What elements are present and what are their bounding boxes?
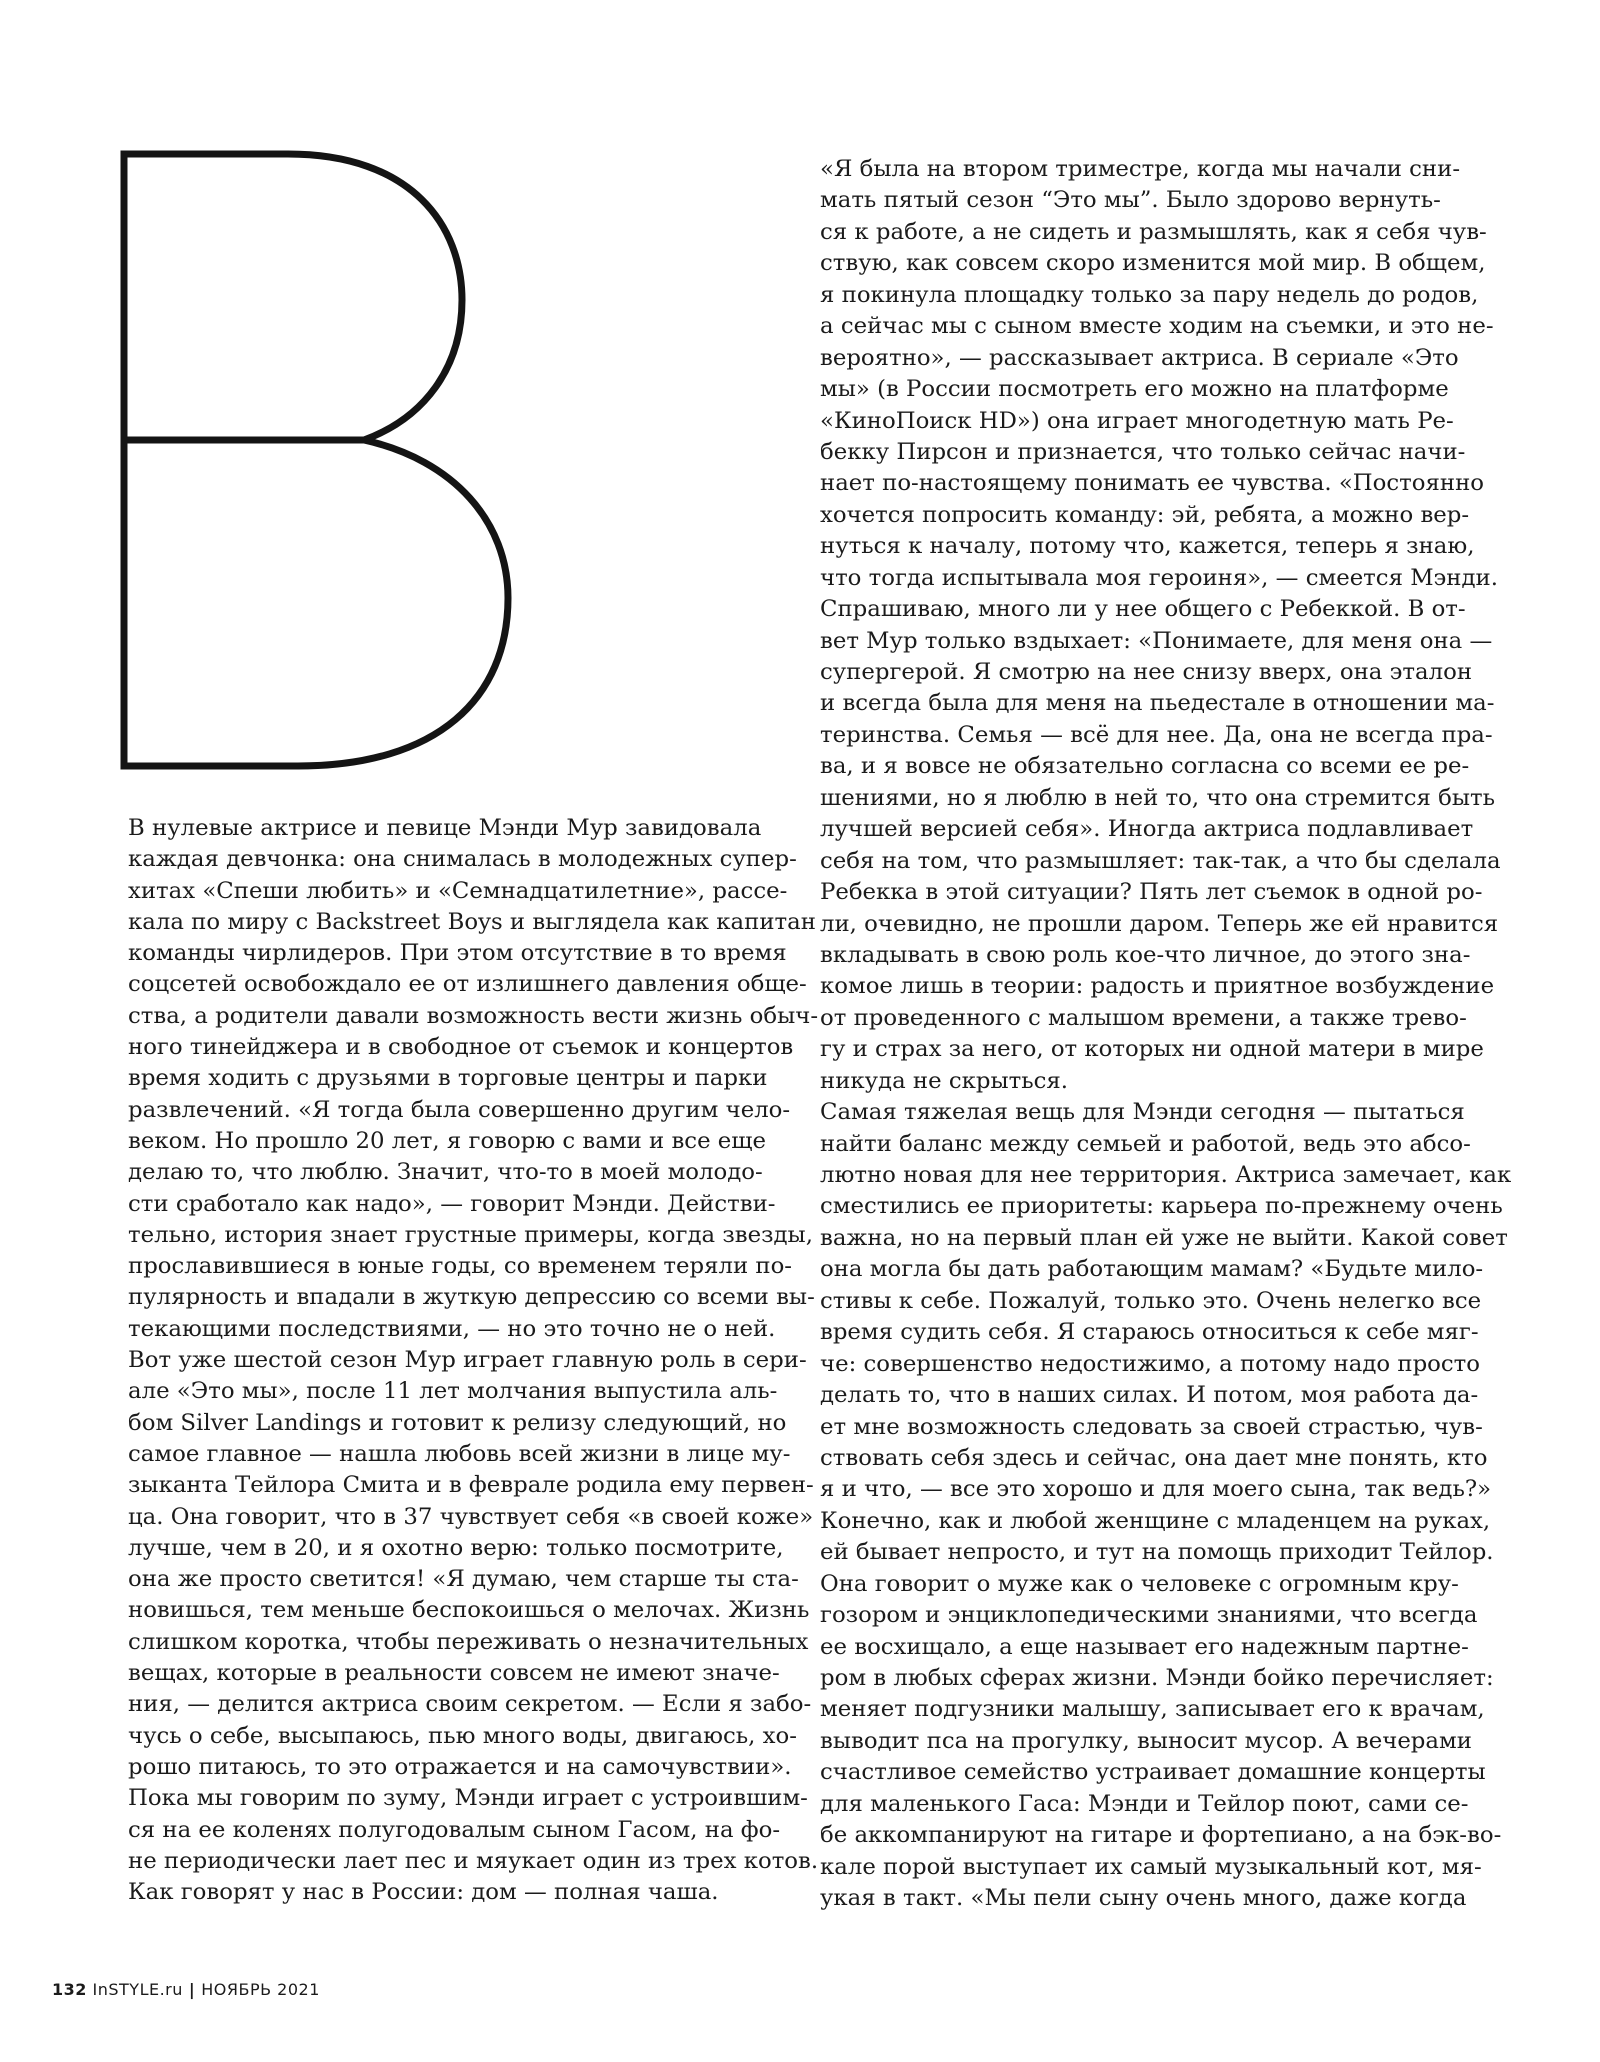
text-line: лютно новая для нее территория. Актриса замечает, как [820,1162,1512,1188]
text-line: она же просто светится! «Я думаю, чем старше ты ста- [128,1566,799,1593]
text-line: вет Мур только вздыхает: «Понимаете, для меня она — [820,627,1493,654]
text-line: В нулевые актрисе и певице Мэнди Мур завидовала [128,815,762,841]
text-line: я покинула площадку только за пару недель до родов, [820,281,1479,308]
text-line: кале порой выступает их самый музыкальный кот, мя- [820,1853,1482,1880]
text-line: Ребекка в этой ситуации? Пять лет съемок в одной ро- [820,879,1483,906]
text-line: «КиноПоиск HD») она играет многодетную мать Ре- [820,407,1454,434]
text-line: хочется попросить команду: эй, ребята, а можно вер- [820,501,1470,528]
text-line: кала по миру с Backstreet Boys и выглядела как капитан [128,908,816,935]
footer-separator: | [188,1980,196,1999]
text-line: ния, — делится актриса своим секретом. — Если я забо- [128,1691,812,1718]
text-line: ся на ее коленях полугодовалым сыном Гасом, на фо- [128,1816,781,1843]
text-line: рошо питаюсь, то это отражается и на самочувствии». [128,1753,792,1780]
text-line: бе аккомпанируют на гитаре и фортепиано, а на бэк-во- [820,1822,1502,1849]
text-line: супергерой. Я смотрю на нее снизу вверх, она эталон [820,659,1473,685]
text-line: от проведенного с малышом времени, а также трево- [820,1004,1467,1031]
text-line: сместились ее приоритеты: карьера по-прежнему очень [820,1193,1503,1220]
text-line: че: совершенство недостижимо, а потому надо просто [820,1350,1480,1377]
text-line: зыканта Тейлора Смита и в феврале родила ему первен- [128,1472,814,1499]
text-line: меняет подгузники малышу, записывает его к врачам, [820,1696,1485,1723]
text-line: Спрашиваю, много ли у нее общего с Ребеккой. В от- [820,596,1466,623]
text-line: слишком коротка, чтобы переживать о незначительных [128,1628,809,1655]
text-line: ром в любых сферах жизни. Мэнди бойко перечисляет: [820,1665,1494,1691]
text-line: ца. Она говорит, что в 37 чувствует себя «в своей коже» [128,1503,814,1530]
text-line: гу и страх за него, от которых ни одной матери в мире [820,1036,1484,1063]
article-column-right [820,154,1512,1915]
text-line: лучше, чем в 20, и я охотно верю: только посмотрите, [128,1534,784,1561]
page-footer [52,1980,320,1999]
text-line: пулярность и впадали в жуткую депрессию со всеми вы- [128,1284,815,1311]
text-line: стивы к себе. Пожалуй, только это. Очень нелегко все [820,1287,1482,1314]
text-line: а сейчас мы с сыном вместе ходим на съемки, и это не- [820,313,1494,340]
text-line: комое лишь в теории: радость и приятное возбуждение [820,973,1495,1000]
text-line: Самая тяжелая вещь для Мэнди сегодня — пытаться [820,1099,1465,1126]
text-line: никуда не скрыться. [820,1067,1069,1094]
text-line: счастливое семейство устраивает домашние концерты [820,1759,1486,1786]
text-line: самое главное — нашла любовь всей жизни в лице му- [128,1440,791,1467]
text-line: и всегда была для меня на пьедестале в отношении ма- [820,690,1495,717]
text-line: ствую, как совсем скоро изменится мой мир. В общем, [820,250,1486,277]
corner-watermark [2,2,46,12]
magazine-name: InSTYLE.ru [92,1980,183,1999]
text-line: время судить себя. Я стараюсь относиться к себе мяг- [820,1319,1479,1346]
article-column-left [128,813,819,1908]
text-line: ет мне возможность следовать за своей страстью, чув- [820,1413,1483,1440]
text-line: ли, очевидно, не прошли даром. Теперь же ей нравится [820,910,1499,937]
text-line: каждая девчонка: она снималась в молодежных супер- [128,846,797,873]
text-line: лучшей версией себя». Иногда актриса подлавливает [820,816,1474,843]
text-line: шениями, но я люблю в ней то, что она стремится быть [820,784,1496,811]
text-line: новишься, тем меньше беспокоишься о мелочах. Жизнь [128,1597,810,1624]
text-line: текающими последствиями, — но это точно не о ней. [128,1315,776,1342]
text-line: команды чирлидеров. При этом отсутствие в то время [128,940,787,967]
text-line: вероятно», — рассказывает актриса. В сериале «Это [820,344,1459,371]
text-line: Конечно, как и любой женщине с младенцем на руках, [820,1507,1491,1534]
text-line: ного тинейджера и в свободное от съемок и концертов [128,1034,794,1061]
text-line: ей бывает непросто, и тут на помощь приходит Тейлор. [820,1539,1494,1566]
text-line: я и что, — все это хорошо и для моего сына, так ведь?» [820,1476,1492,1503]
text-line: ствовать себя здесь и сейчас, она дает мне понять, кто [820,1444,1488,1471]
text-line: хитах «Спеши любить» и «Семнадцатилетние», рассе- [128,877,788,904]
text-line: мать пятый сезон “Это мы”. Было здорово вернуть- [820,187,1441,214]
text-line: чусь о себе, высыпаюсь, пью много воды, двигаюсь, хо- [128,1722,797,1749]
dropcap-letter-b [120,150,560,770]
text-line: мы» (в России посмотреть его можно на платформе [820,376,1449,403]
text-line: развлечений. «Я тогда была совершенно другим чело- [128,1096,791,1123]
text-line: сти сработало как надо», — говорит Мэнди. Действи- [128,1190,776,1217]
page-number: 132 [52,1980,87,1999]
text-line: важна, но на первый план ей уже не выйти. Какой совет [820,1224,1508,1251]
text-line: для маленького Гаса: Мэнди и Тейлор поют, сами се- [820,1790,1469,1817]
text-line: бекку Пирсон и признается, что только сейчас начи- [820,438,1466,465]
text-line: ства, а родители давали возможность вести жизнь обыч- [128,1002,819,1029]
text-line: гозором и энциклопедическими знаниями, что всегда [820,1602,1478,1629]
text-line: найти баланс между семьей и работой, ведь это абсо- [820,1130,1471,1157]
text-line: нает по-настоящему понимать ее чувства. «Постоянно [820,470,1485,497]
text-line: время ходить с друзьями в торговые центры и парки [128,1065,768,1092]
text-line: Вот уже шестой сезон Мур играет главную роль в сери- [128,1347,807,1374]
text-line: себя на том, что размышляет: так-так, а что бы сделала [820,847,1501,874]
text-line: она могла бы дать работающим мамам? «Будьте мило- [820,1256,1484,1283]
text-line: делаю то, что люблю. Значит, что-то в моей молодо- [128,1159,763,1186]
text-line: Пока мы говорим по зуму, Мэнди играет с устроившим- [128,1785,808,1812]
text-line: веком. Но прошло 20 лет, я говорю с вами и все еще [128,1127,766,1154]
text-line: Как говорят у нас в России: дом — полная чаша. [128,1879,719,1906]
text-line: прославившиеся в юные годы, со временем теряли по- [128,1253,793,1280]
text-line: вкладывать в свою роль кое-что личное, до этого зна- [820,941,1471,968]
text-line: але «Это мы», после 11 лет молчания выпустила аль- [128,1378,778,1405]
text-line: ва, и я вовсе не обязательно согласна со всеми ее ре- [820,753,1470,780]
text-line: не периодически лает пес и мяукает один из трех котов. [128,1847,819,1874]
issue-date: НОЯБРЬ 2021 [201,1980,320,1999]
text-line: соцсетей освобождало ее от излишнего давления обще- [128,971,807,998]
text-line: вещах, которые в реальности совсем не имеют значе- [128,1660,780,1687]
text-line: делать то, что в наших силах. И потом, моя работа да- [820,1382,1479,1409]
text-line: бом Silver Landings и готовит к релизу следующий, но [128,1409,787,1436]
text-line: ее восхищало, а еще называет его надежным партне- [820,1633,1469,1660]
text-line: нуться к началу, потому что, кажется, теперь я знаю, [820,533,1475,560]
text-line: что тогда испытывала моя героиня», — смеется Мэнди. [820,564,1498,591]
text-line: выводит пса на прогулку, выносит мусор. А вечерами [820,1727,1472,1754]
text-line: укая в такт. «Мы пели сыну очень много, даже когда [820,1885,1467,1912]
text-line: теринства. Семья — всё для нее. Да, она не всегда пра- [820,721,1493,748]
text-line: «Я была на втором триместре, когда мы начали сни- [820,156,1461,182]
text-line: Она говорит о муже как о человеке с огромным кру- [820,1570,1459,1597]
text-line: ся к работе, а не сидеть и размышлять, как я себя чув- [820,218,1487,245]
text-line: тельно, история знает грустные примеры, когда звезды, [128,1221,813,1248]
